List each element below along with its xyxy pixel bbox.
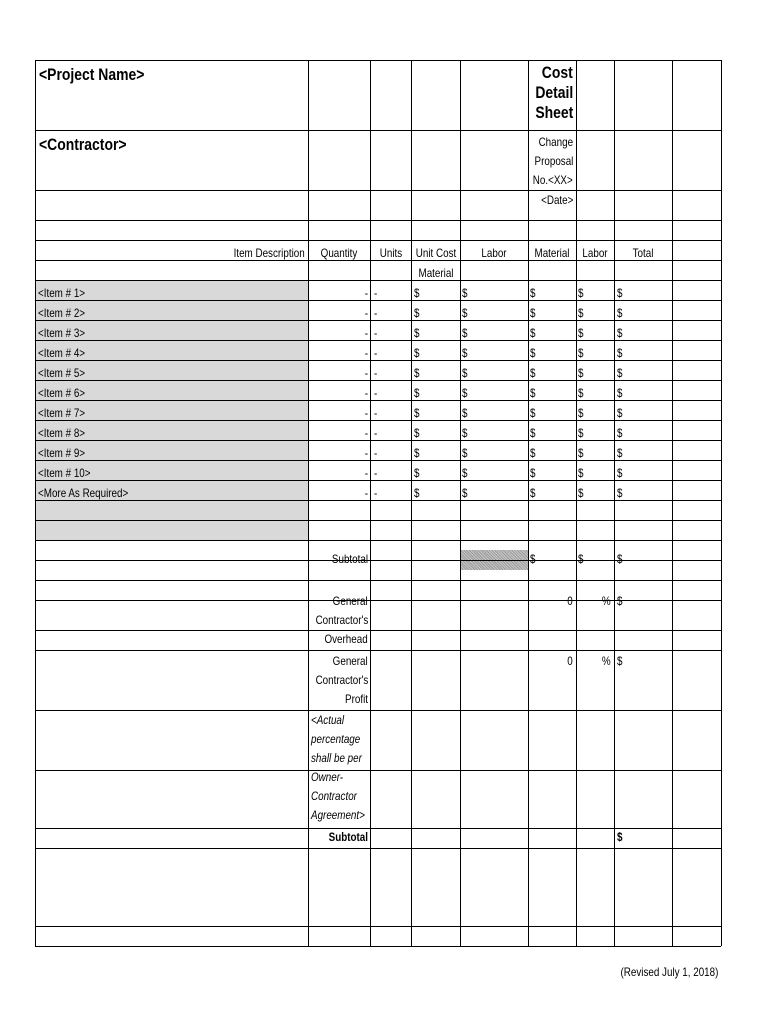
grid-vline bbox=[614, 60, 615, 946]
grid-hline bbox=[35, 710, 721, 711]
dollar-value: $ bbox=[617, 426, 623, 440]
agreement-note: Owner- bbox=[311, 770, 344, 784]
dollar-value: $ bbox=[617, 326, 623, 340]
grid-vline bbox=[528, 60, 529, 946]
project-name: <Project Name> bbox=[39, 65, 145, 84]
units-value: - bbox=[374, 466, 378, 480]
dollar-value: $ bbox=[414, 386, 420, 400]
col-units: Units bbox=[379, 246, 403, 260]
item-shade bbox=[35, 520, 308, 540]
dollar-value: $ bbox=[578, 286, 584, 300]
dollar-value: $ bbox=[617, 386, 623, 400]
profit-label: General bbox=[332, 654, 368, 668]
cost-detail-sheet bbox=[35, 60, 721, 946]
units-value: - bbox=[374, 366, 378, 380]
col-labor-2: Labor bbox=[582, 246, 608, 260]
grid-vline bbox=[672, 60, 673, 946]
dollar-value: $ bbox=[414, 486, 420, 500]
dollar-value: $ bbox=[530, 306, 536, 320]
dollar-value: $ bbox=[530, 346, 536, 360]
agreement-note: percentage bbox=[311, 732, 361, 746]
units-value: - bbox=[374, 446, 378, 460]
dollar-value: $ bbox=[617, 346, 623, 360]
grid-hline bbox=[35, 848, 721, 849]
dollar-value: $ bbox=[414, 406, 420, 420]
quantity-value: - bbox=[364, 426, 368, 440]
dollar-value: $ bbox=[578, 446, 584, 460]
agreement-note: Contractor bbox=[311, 789, 357, 803]
agreement-note: <Actual bbox=[311, 713, 345, 727]
dollar-value: $ bbox=[462, 386, 468, 400]
dollar-value: $ bbox=[578, 366, 584, 380]
grid-hline bbox=[35, 630, 721, 631]
col-quantity: Quantity bbox=[320, 246, 358, 260]
quantity-value: - bbox=[364, 486, 368, 500]
dollar-value: $ bbox=[578, 306, 584, 320]
agreement-note: Agreement> bbox=[311, 808, 365, 822]
item-description: <Item # 3> bbox=[38, 326, 86, 340]
dollar-value: $ bbox=[414, 326, 420, 340]
quantity-value: - bbox=[364, 286, 368, 300]
grid-hline bbox=[35, 926, 721, 927]
dollar-value: $ bbox=[530, 426, 536, 440]
dollar-value: $ bbox=[578, 326, 584, 340]
dollar-value: $ bbox=[462, 366, 468, 380]
subtotal-dollar: $ bbox=[617, 552, 623, 566]
dollar-value: $ bbox=[578, 346, 584, 360]
dollar-value: $ bbox=[462, 446, 468, 460]
grid-vline bbox=[721, 60, 722, 946]
item-description: <Item # 2> bbox=[38, 306, 86, 320]
grid-hline bbox=[35, 650, 721, 651]
dollar-value: $ bbox=[414, 446, 420, 460]
item-description: <Item # 5> bbox=[38, 366, 86, 380]
item-description: <Item # 6> bbox=[38, 386, 86, 400]
dollar-value: $ bbox=[462, 466, 468, 480]
col-unit-cost: Unit Cost bbox=[415, 246, 457, 260]
quantity-value: - bbox=[364, 446, 368, 460]
dollar-value: $ bbox=[530, 446, 536, 460]
quantity-value: - bbox=[364, 366, 368, 380]
dollar-value: $ bbox=[617, 406, 623, 420]
units-value: - bbox=[374, 346, 378, 360]
dollar-value: $ bbox=[617, 366, 623, 380]
item-description: <Item # 7> bbox=[38, 406, 86, 420]
proposal-date: <Date> bbox=[540, 193, 573, 207]
dollar-value: $ bbox=[530, 326, 536, 340]
col-unit-cost-material: Material bbox=[418, 266, 454, 280]
overhead-percent: % bbox=[602, 594, 611, 608]
revision-note: (Revised July 1, 2018) bbox=[620, 965, 718, 979]
grid-vline bbox=[370, 60, 371, 946]
grid-vline bbox=[576, 60, 577, 946]
dollar-value: $ bbox=[462, 346, 468, 360]
units-value: - bbox=[374, 326, 378, 340]
item-description: <Item # 8> bbox=[38, 426, 86, 440]
profit-label: Contractor's bbox=[315, 673, 368, 687]
dollar-value: $ bbox=[578, 406, 584, 420]
dollar-value: $ bbox=[617, 286, 623, 300]
subtotal-dollar: $ bbox=[530, 552, 536, 566]
dollar-value: $ bbox=[462, 306, 468, 320]
overhead-dollar: $ bbox=[617, 594, 623, 608]
sheet-title: Cost bbox=[542, 63, 573, 82]
dollar-value: $ bbox=[414, 366, 420, 380]
dollar-value: $ bbox=[578, 386, 584, 400]
dollar-value: $ bbox=[578, 486, 584, 500]
contractor-name: <Contractor> bbox=[39, 135, 127, 154]
overhead-label: Contractor's bbox=[315, 613, 368, 627]
quantity-value: - bbox=[364, 406, 368, 420]
sheet-title: Detail bbox=[535, 83, 573, 102]
profit-percent: % bbox=[602, 654, 611, 668]
units-value: - bbox=[374, 386, 378, 400]
grid-vline bbox=[308, 60, 309, 946]
grid-hline bbox=[35, 540, 721, 541]
grid-hline bbox=[35, 946, 721, 947]
dollar-value: $ bbox=[617, 446, 623, 460]
dollar-value: $ bbox=[530, 386, 536, 400]
dollar-value: $ bbox=[462, 326, 468, 340]
dollar-value: $ bbox=[414, 306, 420, 320]
change-proposal: Change bbox=[538, 135, 573, 149]
col-total: Total bbox=[632, 246, 654, 260]
dollar-value: $ bbox=[578, 426, 584, 440]
item-description: <Item # 9> bbox=[38, 446, 86, 460]
quantity-value: - bbox=[364, 346, 368, 360]
grid-hline bbox=[35, 190, 721, 191]
grid-hline bbox=[35, 130, 721, 131]
quantity-value: - bbox=[364, 386, 368, 400]
units-value: - bbox=[374, 486, 378, 500]
dollar-value: $ bbox=[530, 406, 536, 420]
dollar-value: $ bbox=[462, 406, 468, 420]
grid-hline bbox=[35, 520, 721, 521]
dollar-value: $ bbox=[617, 466, 623, 480]
profit-value: 0 bbox=[567, 654, 573, 668]
units-value: - bbox=[374, 286, 378, 300]
col-material: Material bbox=[534, 246, 570, 260]
item-shade bbox=[35, 500, 308, 520]
grid-hline bbox=[35, 220, 721, 221]
final-subtotal-dollar: $ bbox=[617, 830, 623, 844]
dollar-value: $ bbox=[414, 286, 420, 300]
grid-vline bbox=[460, 60, 461, 946]
item-description: <Item # 4> bbox=[38, 346, 86, 360]
quantity-value: - bbox=[364, 306, 368, 320]
dollar-value: $ bbox=[530, 486, 536, 500]
dollar-value: $ bbox=[414, 466, 420, 480]
profit-dollar: $ bbox=[617, 654, 623, 668]
dollar-value: $ bbox=[617, 486, 623, 500]
item-description: <Item # 1> bbox=[38, 286, 86, 300]
grid-hline bbox=[35, 60, 721, 61]
units-value: - bbox=[374, 426, 378, 440]
dollar-value: $ bbox=[530, 366, 536, 380]
subtotal-label: Subtotal bbox=[331, 552, 368, 566]
subtotal-dollar: $ bbox=[578, 552, 584, 566]
final-subtotal-label: Subtotal bbox=[328, 830, 368, 844]
dollar-value: $ bbox=[530, 466, 536, 480]
sheet-title: Sheet bbox=[535, 103, 573, 122]
dollar-value: $ bbox=[530, 286, 536, 300]
grid-hline bbox=[35, 240, 721, 241]
grid-vline bbox=[35, 60, 36, 946]
dollar-value: $ bbox=[414, 346, 420, 360]
item-description: <More As Required> bbox=[38, 486, 129, 500]
agreement-note: shall be per bbox=[311, 751, 362, 765]
overhead-value: 0 bbox=[567, 594, 573, 608]
item-description: <Item # 10> bbox=[38, 466, 91, 480]
grid-hline bbox=[35, 770, 721, 771]
dollar-value: $ bbox=[462, 486, 468, 500]
grid-vline bbox=[411, 60, 412, 946]
quantity-value: - bbox=[364, 466, 368, 480]
dollar-value: $ bbox=[617, 306, 623, 320]
units-value: - bbox=[374, 306, 378, 320]
overhead-label: General bbox=[332, 594, 368, 608]
quantity-value: - bbox=[364, 326, 368, 340]
dollar-value: $ bbox=[462, 286, 468, 300]
units-value: - bbox=[374, 406, 378, 420]
overhead-label: Overhead bbox=[324, 632, 368, 646]
profit-label: Profit bbox=[345, 692, 368, 706]
grid-hline bbox=[35, 580, 721, 581]
col-item-description: Item Description bbox=[233, 246, 305, 260]
dollar-value: $ bbox=[414, 426, 420, 440]
col-labor: Labor bbox=[481, 246, 507, 260]
change-proposal: No.<XX> bbox=[533, 173, 573, 187]
dollar-value: $ bbox=[462, 426, 468, 440]
dollar-value: $ bbox=[578, 466, 584, 480]
change-proposal: Proposal bbox=[534, 154, 573, 168]
